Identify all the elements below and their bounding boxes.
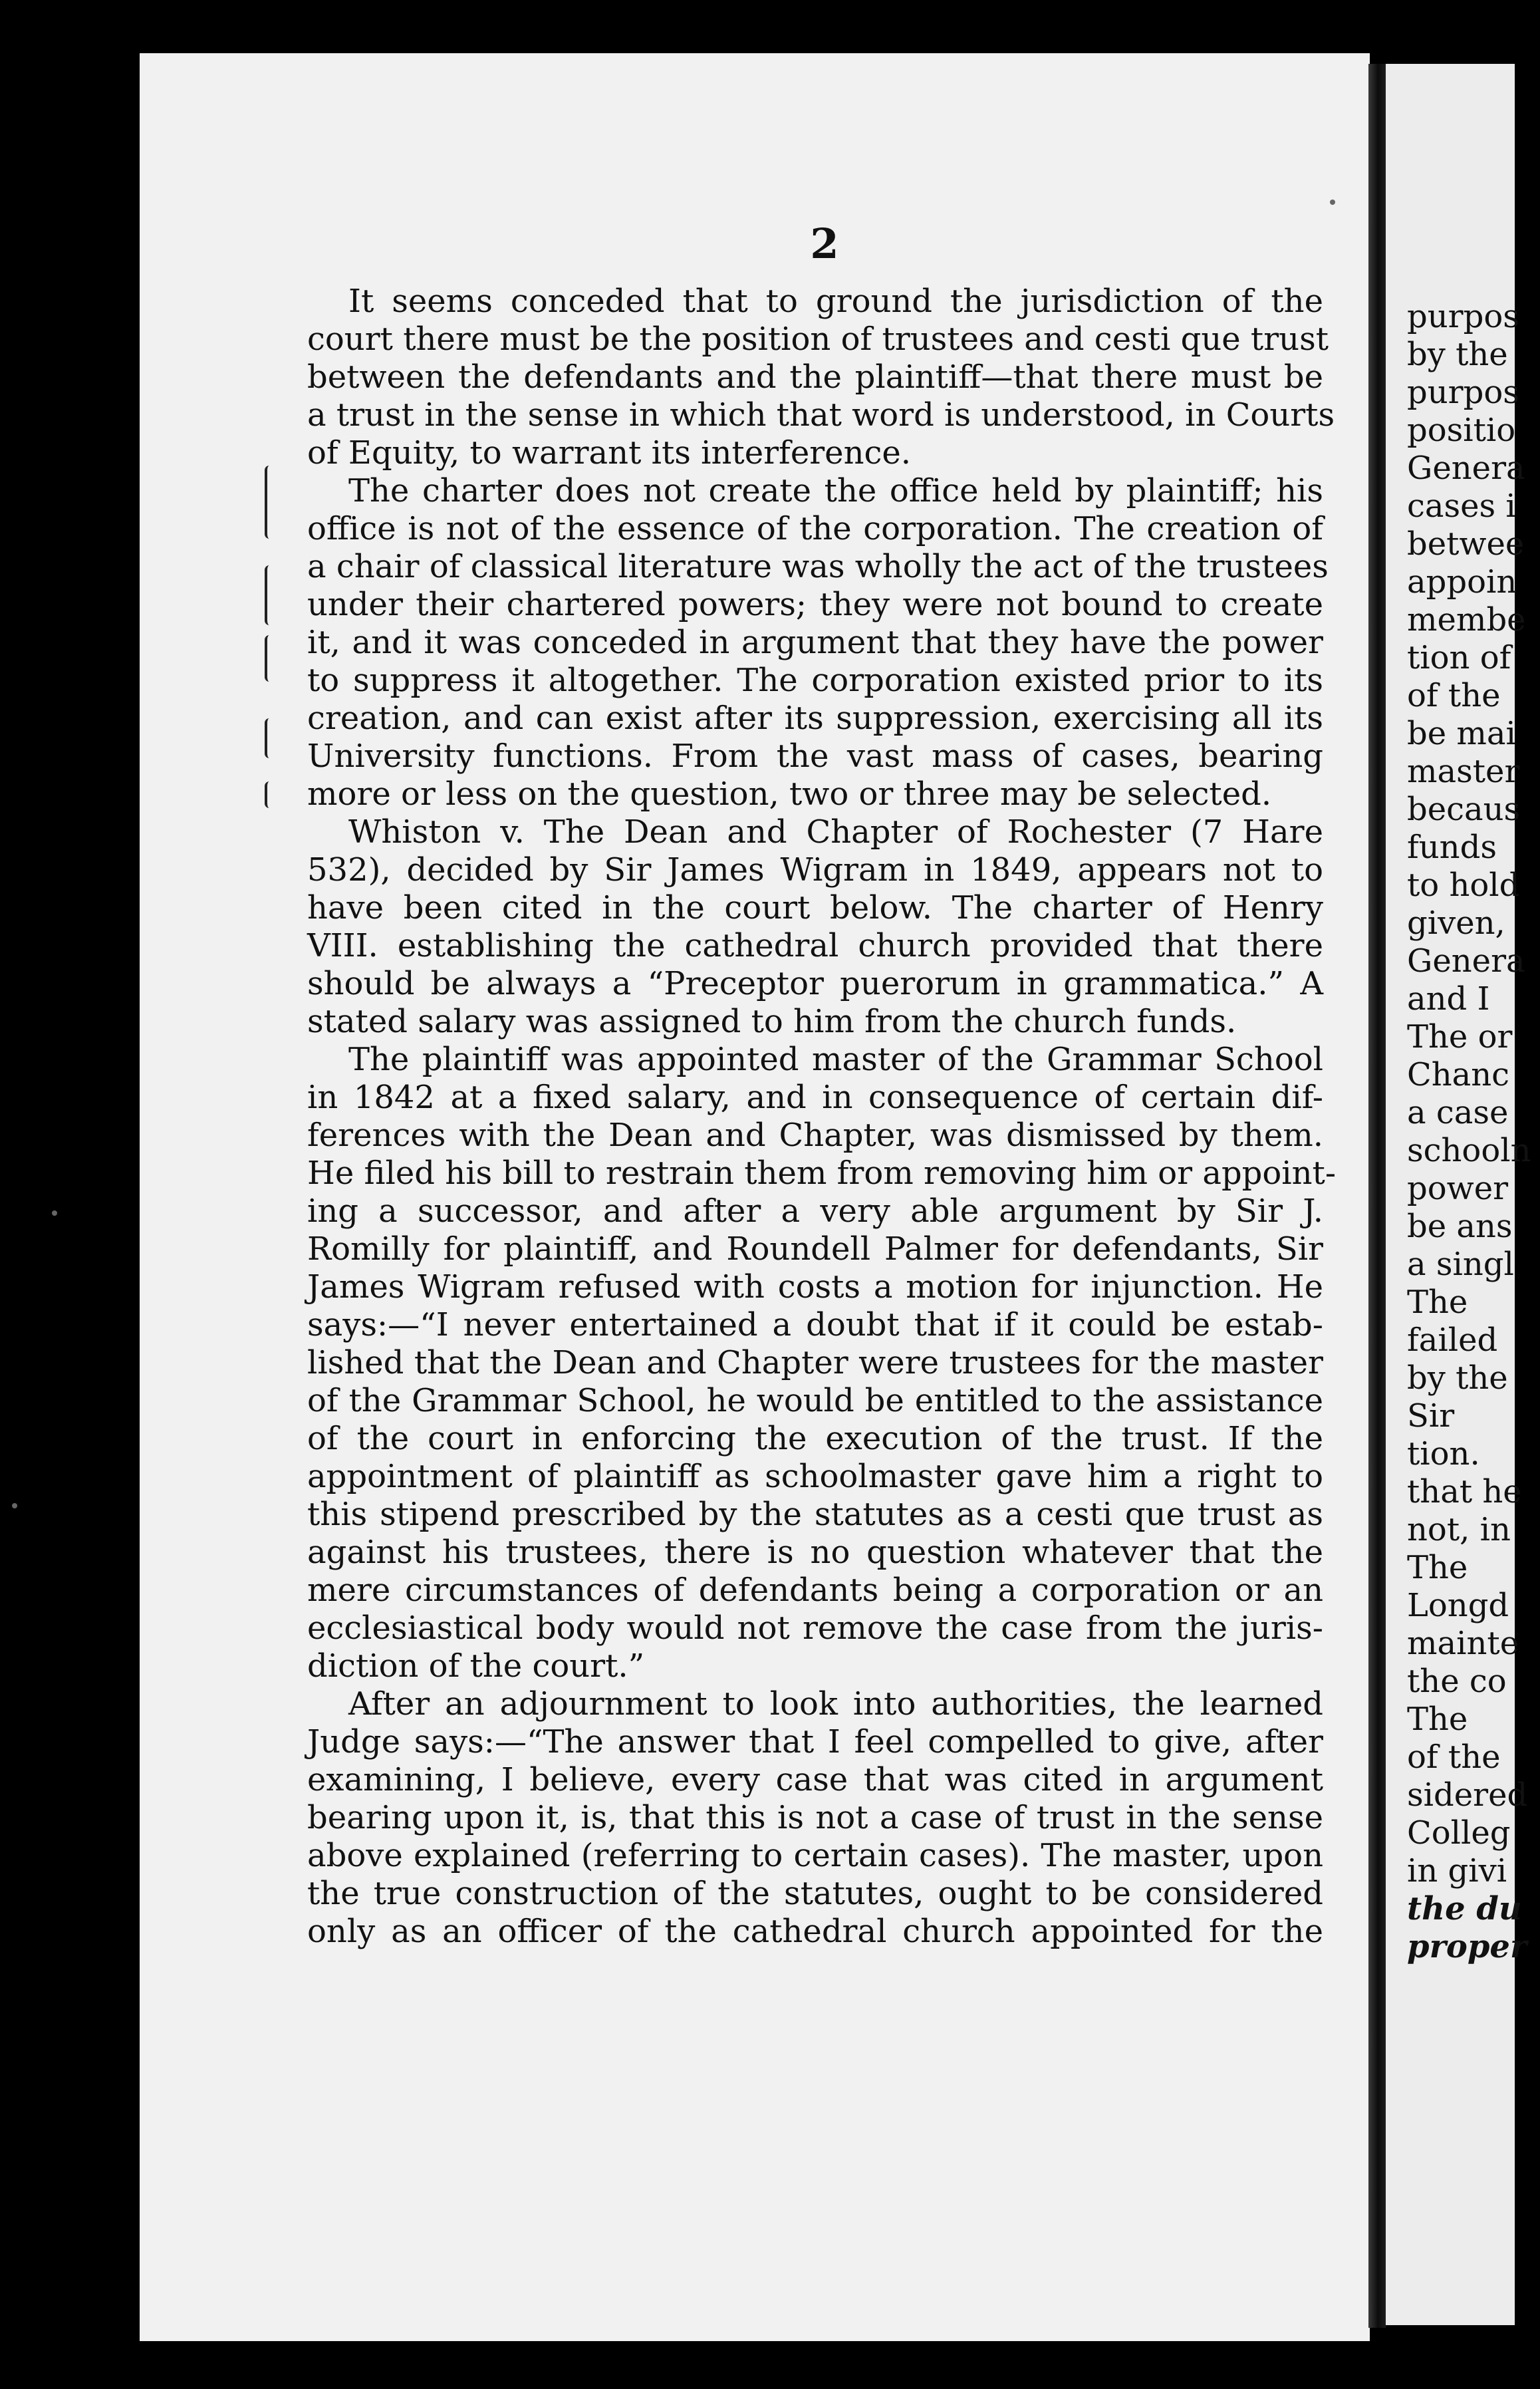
text-line: a chair of classical literature was wholly the act of the trustees	[307, 548, 1329, 585]
text-line: examining, I believe, every case that was cited in argument	[307, 1761, 1323, 1798]
fragment-line: by the	[1407, 1359, 1508, 1397]
fragment-line: be ans	[1407, 1208, 1513, 1245]
fragment-line: betwee	[1407, 525, 1525, 563]
text-line: VIII. establishing the cathedral church provided that there	[307, 927, 1323, 964]
margin-mark	[265, 781, 274, 808]
text-line: says:—“I never entertained a doubt that if it could be estab-	[307, 1306, 1323, 1343]
book-spine	[1368, 64, 1386, 2328]
text-line: Judge says:—“The answer that I feel compelled to give, after	[307, 1723, 1323, 1760]
fragment-line: purpos	[1407, 374, 1519, 411]
fragment-line: a case	[1407, 1094, 1509, 1131]
text-line: in 1842 at a fixed salary, and in consequence of certain dif-	[307, 1079, 1323, 1116]
text-line: After an adjournment to look into authorities, the learned	[348, 1685, 1323, 1723]
fragment-line: of the	[1407, 1739, 1501, 1776]
text-line: diction of the court.”	[307, 1647, 645, 1685]
fragment-line: funds	[1407, 829, 1497, 866]
text-line: appointment of plaintiff as schoolmaster gave him a right to	[307, 1458, 1323, 1495]
text-line: more or less on the question, two or three may be selected.	[307, 775, 1272, 813]
text-line: ecclesiastical body would not remove the case from the juris-	[307, 1610, 1323, 1647]
text-line: James Wigram refused with costs a motion for injunction. He	[307, 1268, 1323, 1306]
text-line: ferences with the Dean and Chapter, was dismissed by them.	[307, 1117, 1323, 1154]
fragment-line: purpos	[1407, 298, 1519, 335]
fragment-line: that he	[1407, 1473, 1522, 1510]
fragment-line: and I	[1407, 980, 1490, 1018]
right-column-fragments	[1407, 298, 1540, 1966]
text-line: a trust in the sense in which that word is understood, in Courts	[307, 396, 1335, 434]
text-line: above explained (referring to certain cases). The master, upon	[307, 1837, 1323, 1874]
fragment-line: mainte	[1407, 1625, 1519, 1662]
margin-mark	[265, 565, 274, 625]
fragment-line: in givi	[1407, 1852, 1507, 1890]
fragment-line: to hold	[1407, 867, 1520, 904]
text-line: this stipend prescribed by the statutes as a cesti que trust as	[307, 1496, 1323, 1533]
text-line: of Equity, to warrant its interference.	[307, 434, 912, 472]
text-line: He filed his bill to restrain them from removing him or appoint-	[307, 1155, 1337, 1192]
paper-speck	[12, 1503, 17, 1508]
main-column-text	[307, 283, 1337, 1951]
text-line: 532), decided by Sir James Wigram in 1849, appears not to	[307, 851, 1323, 889]
text-line: stated salary was assigned to him from the church funds.	[307, 1003, 1237, 1040]
text-line: between the defendants and the plaintiff—that there must be	[307, 358, 1323, 396]
margin-mark	[265, 466, 274, 539]
fragment-line: by the	[1407, 336, 1508, 373]
fragment-line: not, in	[1407, 1511, 1511, 1548]
fragment-line: tion.	[1407, 1435, 1480, 1473]
text-line: court there must be the position of trustees and cesti que trust	[307, 321, 1329, 358]
paper-speck	[1330, 200, 1335, 205]
fragment-line: the co	[1407, 1663, 1507, 1700]
fragment-line: the du	[1407, 1890, 1522, 1927]
text-line: of the Grammar School, he would be entitled to the assistance	[307, 1382, 1323, 1419]
fragment-line: becaus	[1407, 791, 1521, 828]
text-line: bearing upon it, is, that this is not a case of trust in the sense	[307, 1799, 1323, 1836]
fragment-line: proper	[1407, 1928, 1527, 1965]
fragment-line: Genera	[1407, 942, 1525, 980]
fragment-line: tion of	[1407, 639, 1511, 676]
fragment-line: positio	[1407, 412, 1516, 449]
text-line: office is not of the essence of the corporation. The creation of	[307, 510, 1323, 547]
paper-speck	[52, 1210, 57, 1216]
text-line: against his trustees, there is no question whatever that the	[307, 1534, 1323, 1571]
fragment-line: appoin	[1407, 563, 1517, 601]
text-line: should be always a “Preceptor puerorum in grammatica.” A	[307, 965, 1323, 1002]
fragment-line: cases i	[1407, 488, 1516, 525]
fragment-line: Longd	[1407, 1587, 1509, 1624]
margin-mark	[265, 635, 274, 682]
text-line: mere circumstances of defendants being a corporation or an	[307, 1572, 1323, 1609]
text-line: lished that the Dean and Chapter were trustees for the master	[307, 1344, 1323, 1381]
fragment-line: master	[1407, 753, 1520, 790]
text-line: University functions. From the vast mass of cases, bearing	[307, 738, 1323, 775]
page-number: 2	[810, 219, 839, 268]
fragment-line: power	[1407, 1170, 1509, 1207]
fragment-line: Sir	[1407, 1397, 1455, 1435]
fragment-line: of the	[1407, 677, 1501, 714]
text-line: only as an officer of the cathedral church appointed for the	[307, 1913, 1323, 1950]
fragment-line: be mai	[1407, 715, 1516, 752]
text-line: under their chartered powers; they were not bound to create	[307, 586, 1323, 623]
text-line: The charter does not create the office held by plaintiff; his	[348, 472, 1323, 509]
text-line: It seems conceded that to ground the jurisdiction of the	[348, 283, 1323, 320]
fragment-line: sidered	[1407, 1776, 1528, 1814]
text-line: to suppress it altogether. The corporation existed prior to its	[307, 662, 1323, 699]
margin-mark	[265, 718, 274, 758]
text-line: ing a successor, and after a very able argument by Sir J.	[307, 1193, 1323, 1230]
text-line: Romilly for plaintiff, and Roundell Palmer for defendants, Sir	[307, 1230, 1323, 1268]
fragment-line: The	[1407, 1284, 1468, 1321]
text-line: of the court in enforcing the execution of the trust. If the	[307, 1420, 1323, 1457]
fragment-line: The or	[1407, 1018, 1513, 1055]
fragment-line: failed	[1407, 1322, 1498, 1359]
fragment-line: Chanc	[1407, 1056, 1510, 1093]
fragment-line: a singl	[1407, 1246, 1514, 1283]
text-line: creation, and can exist after its suppression, exercising all its	[307, 700, 1323, 737]
fragment-line: Colleg	[1407, 1814, 1511, 1852]
text-line: Whiston v. The Dean and Chapter of Rochester (7 Hare	[348, 813, 1323, 851]
fragment-line: The	[1407, 1701, 1468, 1738]
fragment-line: given,	[1407, 905, 1505, 942]
fragment-line: schooln	[1407, 1132, 1531, 1169]
text-line: The plaintiff was appointed master of the Grammar School	[348, 1041, 1323, 1078]
text-line: the true construction of the statutes, ought to be considered	[307, 1875, 1323, 1912]
fragment-line: Genera	[1407, 450, 1525, 487]
fragment-line: The	[1407, 1549, 1468, 1586]
text-line: have been cited in the court below. The charter of Henry	[307, 889, 1323, 926]
fragment-line: membe	[1407, 601, 1526, 638]
text-line: it, and it was conceded in argument that they have the power	[307, 624, 1323, 661]
